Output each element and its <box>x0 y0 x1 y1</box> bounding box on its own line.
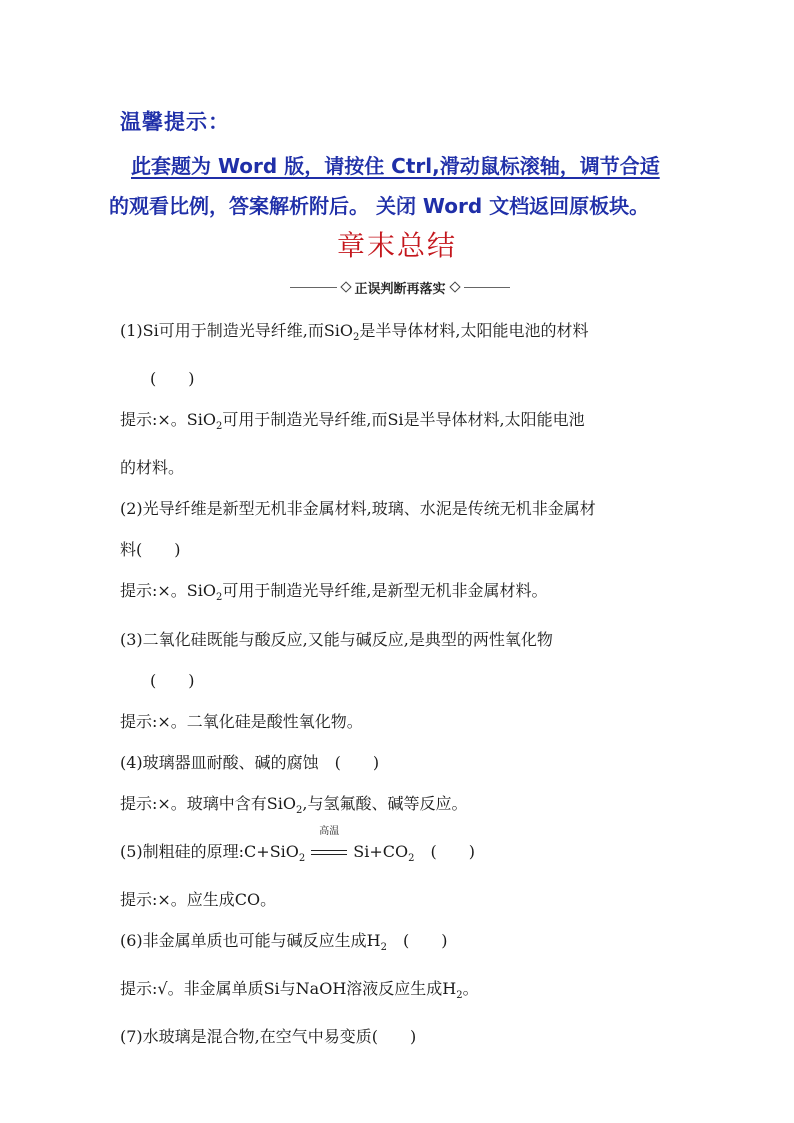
answer-4: 提示:×。玻璃中含有SiO$_2$,与氢氟酸、碱等反应。 <box>120 793 468 816</box>
answer-1-line-2: 的材料。 <box>120 458 185 478</box>
divider-line-right <box>464 287 511 288</box>
question-5: (5)制粗硅的原理:C+SiO$_2$ 高温 $Si+CO_2$ ( ) <box>120 826 475 864</box>
diamond-icon <box>449 281 460 292</box>
reaction-condition <box>307 826 351 860</box>
question-3: (3)二氧化硅既能与酸反应,又能与碱反应,是典型的两性氧化物 <box>120 629 553 649</box>
question-list <box>120 310 680 1057</box>
notice-title: 温馨提示： <box>120 110 230 134</box>
question-1: (1)Si可用于制造光导纤维,而SiO$_2$是半导体材料,太阳能电池的材料 <box>120 321 589 344</box>
question-4: (4)玻璃器皿耐酸、碱的腐蚀 ( ) <box>120 752 380 772</box>
section-label: 正误判断再落实 <box>354 281 446 297</box>
divider-line-left <box>290 287 337 288</box>
answer-1-line-1: 提示:×。SiO$_2$可用于制造光导纤维,而Si是半导体材料,太阳能电池 <box>120 410 585 433</box>
question-1-blank: ( ) <box>150 369 195 389</box>
answer-6: 提示:√。非金属单质Si与NaOH溶液反应生成$H_2$。 <box>120 979 479 1002</box>
question-3-blank: ( ) <box>150 670 195 690</box>
condition-label: 高温 <box>319 826 340 838</box>
question-2-line-2: 料( ) <box>120 540 181 560</box>
answer-3: 提示:×。二氧化硅是酸性氧化物。 <box>120 711 363 731</box>
section-divider <box>290 277 510 297</box>
notice-body <box>109 146 680 226</box>
notice-line-1: 此套题为 Word 版，请按住 Ctrl,滑动鼠标滚轴，调节合适 <box>131 154 660 178</box>
question-7: (7)水玻璃是混合物,在空气中易变质( ) <box>120 1027 417 1047</box>
chapter-title: 章末总结 <box>336 229 457 262</box>
question-2-line-1: (2)光导纤维是新型无机非金属材料,玻璃、水泥是传统无机非金属材 <box>120 499 596 519</box>
answer-5: 提示:×。应生成CO。 <box>120 889 277 909</box>
question-6: (6)非金属单质也可能与碱反应生成$H_2$ ( ) <box>120 930 448 954</box>
answer-2: 提示:×。SiO$_2$可用于制造光导纤维,是新型无机非金属材料。 <box>120 581 548 604</box>
diamond-icon <box>340 281 351 292</box>
notice-line-2: 的观看比例，答案解析附后。 关闭 Word 文档返回原板块。 <box>109 194 650 218</box>
